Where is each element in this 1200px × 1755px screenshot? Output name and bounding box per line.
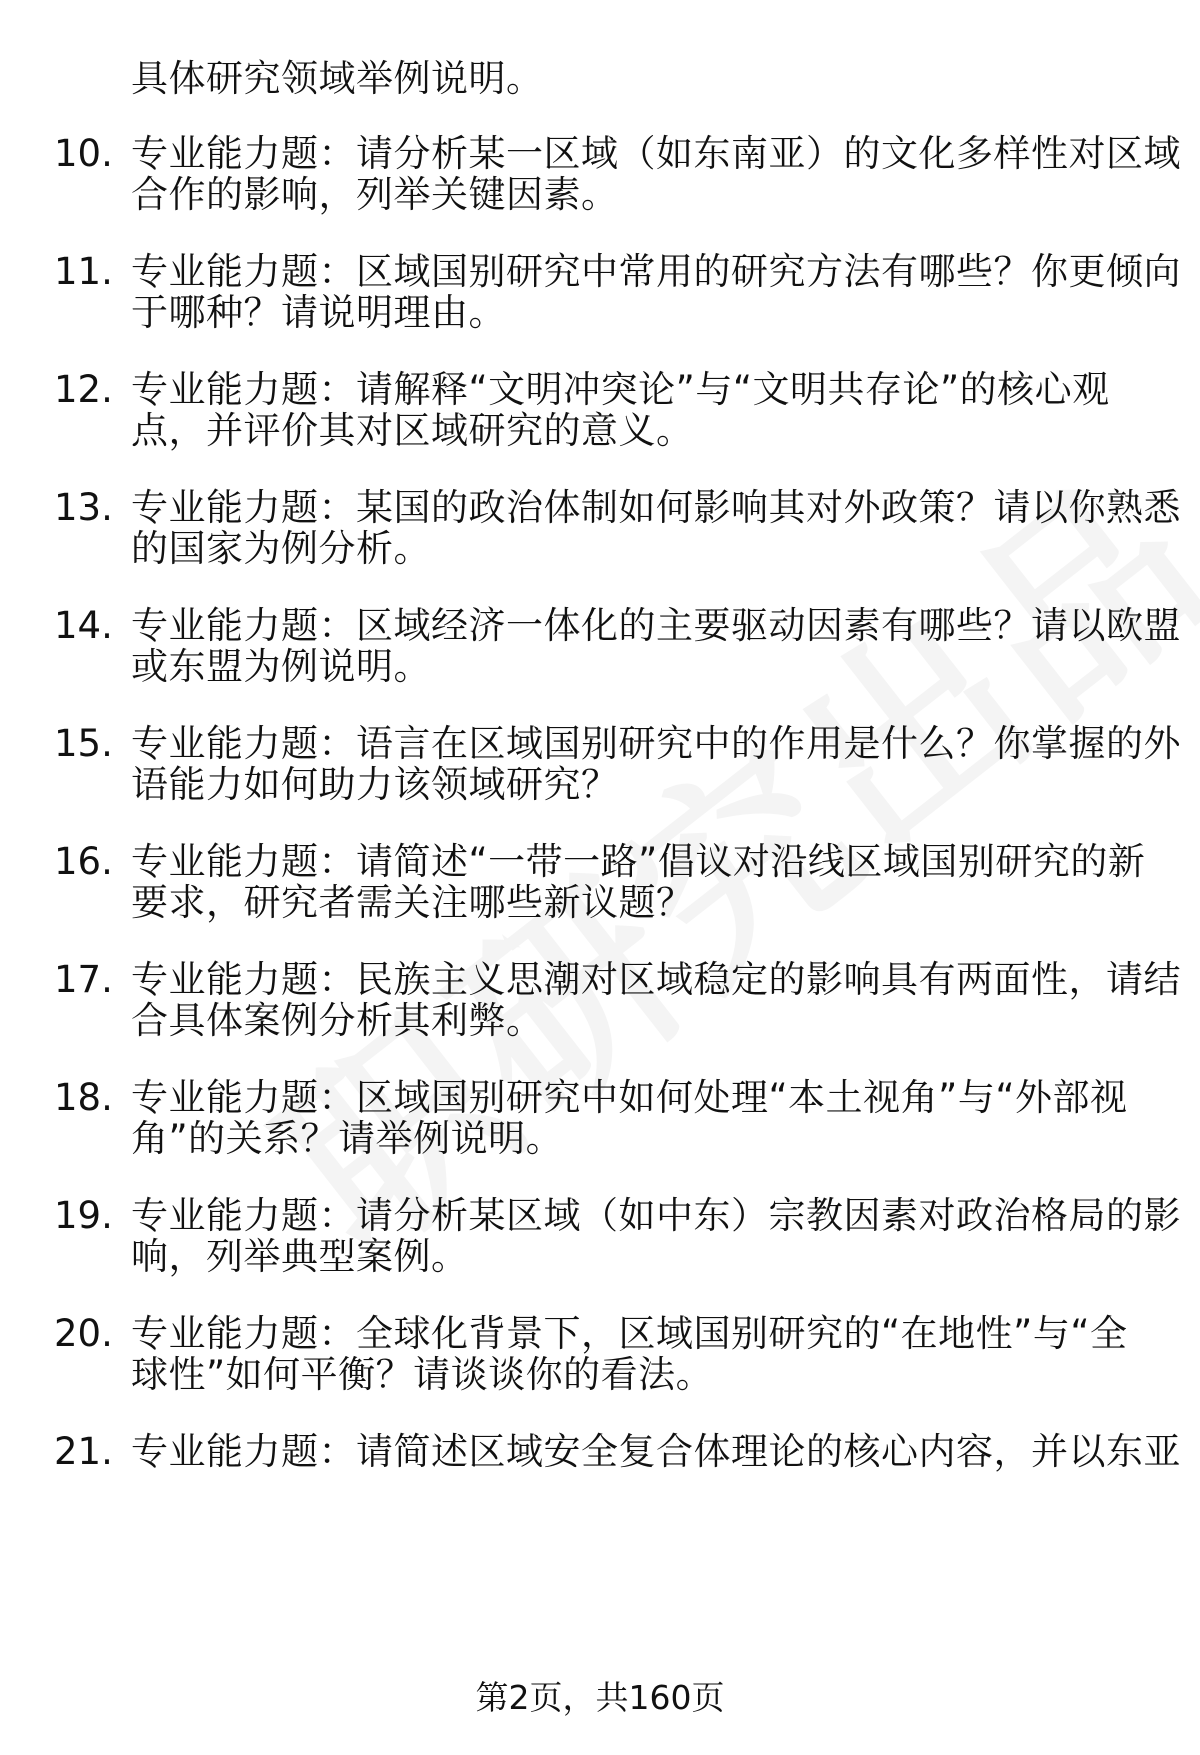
item-number: 12. [54, 368, 113, 411]
item-text-line: 专业能力题：请简述区域安全复合体理论的核心内容，并以东亚 [131, 1430, 1181, 1473]
item-text-line: 专业能力题：语言在区域国别研究中的作用是什么？你掌握的外 [131, 722, 1181, 765]
item-text-line: 于哪种？请说明理由。 [131, 291, 506, 334]
item-number: 21. [54, 1430, 113, 1473]
item-text-line: 专业能力题：请解释“文明冲突论”与“文明共存论”的核心观 [131, 368, 1110, 411]
page-footer: 第2页，共160页 [475, 1678, 725, 1717]
item-text-line: 专业能力题：请分析某一区域（如东南亚）的文化多样性对区域 [131, 132, 1181, 175]
item-text-line: 专业能力题：请分析某区域（如中东）宗教因素对政治格局的影 [131, 1194, 1181, 1237]
item-text-line: 点，并评价其对区域研究的意义。 [131, 409, 694, 452]
item-number: 14. [54, 604, 113, 647]
item-text-line: 专业能力题：区域国别研究中如何处理“本土视角”与“外部视 [131, 1076, 1128, 1119]
item-text-line: 合作的影响，列举关键因素。 [131, 173, 619, 216]
item-text-line: 要求，研究者需关注哪些新议题？ [131, 881, 694, 924]
item-number: 11. [54, 250, 113, 293]
item-text-line: 合具体案例分析其利弊。 [131, 999, 544, 1042]
item-text-line: 球性”如何平衡？请谈谈你的看法。 [131, 1353, 714, 1396]
item-text-line: 专业能力题：区域国别研究中常用的研究方法有哪些？你更倾向 [131, 250, 1181, 293]
intro-continuation: 具体研究领域举例说明。 [131, 57, 544, 100]
item-number: 20. [54, 1312, 113, 1355]
item-text-line: 语能力如何助力该领域研究？ [131, 763, 619, 806]
item-text-line: 专业能力题：区域经济一体化的主要驱动因素有哪些？请以欧盟 [131, 604, 1181, 647]
item-text-line: 或东盟为例说明。 [131, 645, 431, 688]
item-text-line: 专业能力题：民族主义思潮对区域稳定的影响具有两面性，请结 [131, 958, 1181, 1001]
item-number: 17. [54, 958, 113, 1001]
item-text-line: 专业能力题：请简述“一带一路”倡议对沿线区域国别研究的新 [131, 840, 1146, 883]
item-number: 16. [54, 840, 113, 883]
item-number: 15. [54, 722, 113, 765]
item-text-line: 的国家为例分析。 [131, 527, 431, 570]
item-number: 10. [54, 132, 113, 175]
item-number: 19. [54, 1194, 113, 1237]
item-text-line: 响，列举典型案例。 [131, 1235, 469, 1278]
item-text-line: 专业能力题：全球化背景下，区域国别研究的“在地性”与“全 [131, 1312, 1128, 1355]
item-number: 18. [54, 1076, 113, 1119]
item-text-line: 角”的关系？请举例说明。 [131, 1117, 564, 1160]
item-text-line: 专业能力题：某国的政治体制如何影响其对外政策？请以你熟悉 [131, 486, 1181, 529]
item-number: 13. [54, 486, 113, 529]
